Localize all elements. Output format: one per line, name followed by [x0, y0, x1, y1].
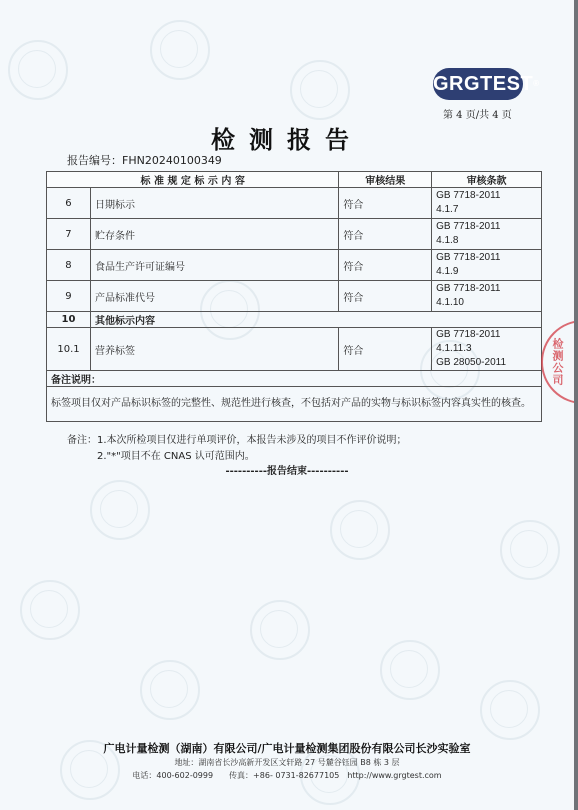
- row-item: 贮存条件: [90, 219, 338, 250]
- header-content: 标 准 规 定 标 示 内 容: [47, 172, 339, 188]
- table-row: [47, 219, 542, 250]
- notes-label: 备注说明：: [47, 371, 542, 387]
- watermark: [290, 60, 350, 120]
- table-row: [47, 328, 542, 371]
- row-result: 符合: [339, 250, 432, 281]
- remarks: [67, 433, 407, 465]
- row-clause: GB 7718-2011 4.1.8: [432, 219, 542, 250]
- report-end-marker: ----------报告结束----------: [225, 466, 349, 477]
- company-logo: GRGTEST®: [433, 68, 523, 100]
- row-item: 食品生产许可证编号: [90, 250, 338, 281]
- row-clause: GB 7718-2011 4.1.10: [432, 281, 542, 312]
- row-item: 营养标签: [90, 328, 338, 371]
- row-item: 产品标准代号: [90, 281, 338, 312]
- row-number: 10.1: [47, 328, 91, 371]
- page-number: 第 4 页/共 4 页: [443, 110, 512, 121]
- row-number: 10: [47, 312, 91, 328]
- table-row: [47, 188, 542, 219]
- header-result: 审核结果: [339, 172, 432, 188]
- review-table: [46, 171, 542, 422]
- row-number: 6: [47, 188, 91, 219]
- row-result: 符合: [339, 219, 432, 250]
- row-number: 8: [47, 250, 91, 281]
- scrollbar[interactable]: [574, 0, 578, 810]
- footer-organization: 广电计量检测（湖南）有限公司/广电计量检测集团股份有限公司长沙实验室: [103, 742, 471, 755]
- watermark: [250, 600, 310, 660]
- remark-line-2: 2."*"项目不在 CNAS 认可范围内。: [97, 451, 255, 462]
- footer-contact: 电话：400-602-0999 传真：+86- 0731-82677105 http://www.grgtest.com: [132, 771, 442, 780]
- watermark: [380, 640, 440, 700]
- watermark: [150, 20, 210, 80]
- watermark: [500, 520, 560, 580]
- row-result: 符合: [339, 188, 432, 219]
- table-row: [47, 250, 542, 281]
- table-header-row: [47, 172, 542, 188]
- row-clause: GB 7718-2011 4.1.7: [432, 188, 542, 219]
- row-clause: GB 7718-2011 4.1.9: [432, 250, 542, 281]
- row-number: 7: [47, 219, 91, 250]
- row-number: 9: [47, 281, 91, 312]
- table-row-other: [47, 312, 542, 328]
- remark-line-1: 备注：1.本次所检项目仅进行单项评价，本报告未涉及的项目不作评价说明；: [67, 435, 407, 446]
- notes-text: 标签项目仅对产品标识标签的完整性、规范性进行核查，不包括对产品的实物与标识标签内容真实性的核查。: [47, 387, 542, 422]
- table-row: [47, 281, 542, 312]
- row-item: 日期标示: [90, 188, 338, 219]
- watermark: [20, 580, 80, 640]
- watermark: [140, 660, 200, 720]
- notes-header-row: [47, 371, 542, 387]
- watermark: [480, 680, 540, 740]
- row-result: 符合: [339, 328, 432, 371]
- footer-address: 地址：湖南省长沙高新开发区文轩路 27 号麓谷钰园 B8 栋 3 层: [174, 758, 400, 767]
- watermark: [90, 480, 150, 540]
- watermark: [8, 40, 68, 100]
- report-number: 报告编号：FHN20240100349: [67, 154, 222, 167]
- report-title: 检测报告: [211, 125, 363, 154]
- row-result: 符合: [339, 281, 432, 312]
- header-clause: 审核条款: [432, 172, 542, 188]
- notes-body-row: [47, 387, 542, 422]
- official-stamp: 检测公司: [541, 320, 574, 404]
- watermark: [330, 500, 390, 560]
- row-clause: GB 7718-2011 4.1.11.3 GB 28050-2011: [432, 328, 542, 371]
- row-item: 其他标示内容: [90, 312, 541, 328]
